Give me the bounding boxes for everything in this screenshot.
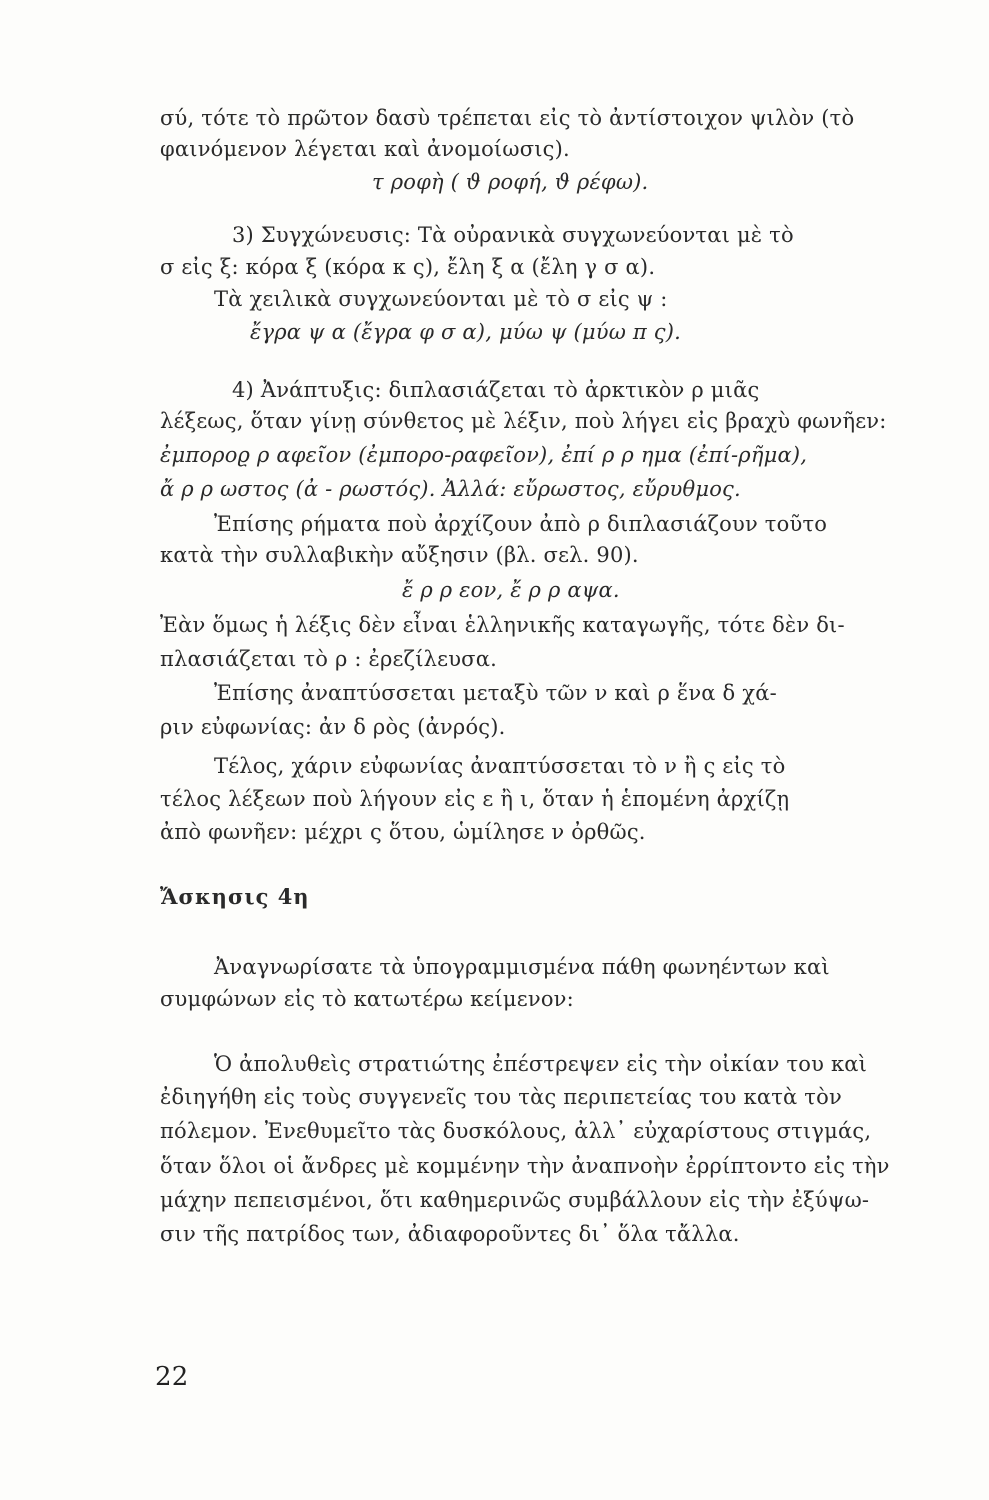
- text-line-6: Τὰ χειλικὰ συγχωνεύονται μὲ τὸ σ εἰς ψ :: [214, 287, 668, 311]
- page-number: 22: [155, 1362, 189, 1392]
- exercise-text-line-6: σιν τῆς πατρίδος των, ἀδιαφοροῦντες δι᾽ ὅλα τἄλλα.: [160, 1222, 740, 1246]
- exercise-text-line-3: πόλεμον. Ἐνεθυμεῖτο τὰς δυσκόλους, ἀλλ᾽ εὐχαρίστους στιγμάς,: [160, 1119, 872, 1143]
- text-line-12: Ἐπίσης ρήματα ποὺ ἀρχίζουν ἀπὸ ρ διπλασιάζουν τοῦτο: [214, 512, 828, 536]
- exercise-text-line-1: Ὁ ἀπολυθεὶς στρατιώτης ἐπέστρεψεν εἰς τὴν οἰκίαν του καὶ: [214, 1052, 868, 1076]
- example-line-1: τ ροφὴ ( ϑ ροφή, ϑ ρέφω).: [372, 170, 649, 194]
- example-line-2: ἔγρα ψ α (ἔγρα φ σ α), μύω ψ (μύω π ς).: [250, 320, 682, 344]
- text-line-18: ριν εὐφωνίας: ἀν δ ρὸς (ἀνρός).: [160, 715, 506, 739]
- exercise-instruction-1: Ἀναγνωρίσατε τὰ ὑπογραμμισμένα πάθη φωνηέντων καὶ: [214, 955, 830, 979]
- text-line-9: λέξεως, ὅταν γίνῃ σύνθετος μὲ λέξιν, ποὺ λήγει εἰς βραχὺ φωνῆεν:: [160, 409, 887, 433]
- text-line-1: σύ, τότε τὸ πρῶτον δασὺ τρέπεται εἰς τὸ ἀντίστοιχον ψιλὸν (τὸ: [160, 106, 855, 130]
- example-line-4: ἄ ρ ρ ωστος (ἀ - ρωστός). Ἀλλά: εὔρωστος, εὔρυθμος.: [160, 477, 741, 501]
- text-line-2: φαινόμενον λέγεται καὶ ἀνομοίωσις).: [160, 137, 570, 161]
- example-line-5: ἔ ρ ρ εον, ἔ ρ ρ αψα.: [402, 578, 620, 602]
- text-line-20: τέλος λέξεων ποὺ λήγουν εἰς ε ἢ ι, ὅταν ἡ ἑπομένη ἀρχίζῃ: [160, 787, 790, 811]
- exercise-instruction-2: συμφώνων εἰς τὸ κατωτέρω κείμενον:: [160, 987, 574, 1011]
- section-3-heading-line: 3) Συγχώνευσις: Τὰ οὐρανικὰ συγχωνεύονται μὲ τὸ: [232, 223, 794, 247]
- text-line-21: ἀπὸ φωνῆεν: μέχρι ς ὅτου, ὡμίλησε ν ὀρθῶς.: [160, 820, 646, 844]
- text-line-16: πλασιάζεται τὸ ρ : ἐρεζίλευσα.: [160, 647, 497, 671]
- text-line-19: Τέλος, χάριν εὐφωνίας ἀναπτύσσεται τὸ ν ἢ ς εἰς τὸ: [214, 754, 786, 778]
- example-line-3: ἐμποροϱ ρ αφεῖον (ἐμπορο-ραφεῖον), ἐπί ρ ρ ημα (ἐπί-ρῆμα),: [160, 443, 808, 467]
- text-line-15: Ἐὰν ὅμως ἡ λέξις δὲν εἶναι ἑλληνικῆς καταγωγῆς, τότε δὲν δι-: [160, 613, 845, 637]
- text-line-17: Ἐπίσης ἀναπτύσσεται μεταξὺ τῶν ν καὶ ρ ἕνα δ χά-: [214, 681, 777, 705]
- text-line-5: σ εἰς ξ: κόρα ξ (κόρα κ ς), ἔλη ξ α (ἔλη γ σ α).: [160, 255, 656, 279]
- exercise-text-line-4: ὅταν ὅλοι οἱ ἄνδρες μὲ κομμένην τὴν ἀναπνοὴν ἐρρίπτοντο εἰς τὴν: [160, 1154, 890, 1178]
- section-4-heading-line: 4) Ἀνάπτυξις: διπλασιάζεται τὸ ἀρκτικὸν ρ μιᾶς: [232, 378, 760, 402]
- text-line-13: κατὰ τὴν συλλαβικὴν αὔξησιν (βλ. σελ. 90).: [160, 543, 639, 567]
- exercise-text-line-2: ἐδιηγήθη εἰς τοὺς συγγενεῖς του τὰς περιπετείας του κατὰ τὸν: [160, 1085, 842, 1109]
- exercise-text-line-5: μάχην πεπεισμένοι, ὅτι καθημερινῶς συμβάλλουν εἰς τὴν ἐξύψω-: [160, 1188, 870, 1212]
- exercise-heading: Ἄσκησις 4η: [160, 884, 310, 909]
